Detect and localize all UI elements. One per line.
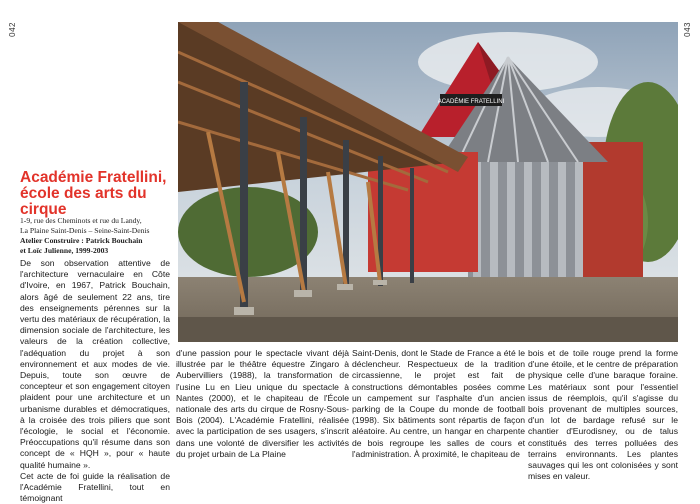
col1-paragraph-2: Cet acte de foi guide la réalisation de l'Académie Fratellini, tout en témoignant xyxy=(20,470,170,504)
page-number-left: 042 xyxy=(8,22,17,37)
col4-paragraph: bois et de toile rouge prend la forme d'une étoile, et le centre de préparation physique celle d'une baraque foraine. Les matériaux sont pour l'essentiel issus de réemplois, qu'il s'agisse du bois provenant de multiples sources, d'un lot de bardage refusé sur le chantier d'Eurodisney, ou de talus constitués des terres polluées des terrains environnants. Les plantes sauvages qui les ont colonisées y sont mises en valeur. xyxy=(528,348,678,482)
address-line-1: 1-9, rue des Cheminots et rue du Landy, xyxy=(20,216,142,225)
text-column-2 xyxy=(176,348,349,460)
address-line-2: La Plaine Saint-Denis – Seine-Saint-Denis xyxy=(20,226,150,235)
address-block xyxy=(20,216,182,256)
text-column-1 xyxy=(20,258,170,504)
building-photo xyxy=(178,22,678,342)
atelier-line-2: et Loïc Julienne, 1999-2003 xyxy=(20,246,109,255)
red-wall xyxy=(583,142,643,282)
sign-text: ACADÉMIE FRATELLINI xyxy=(437,99,505,105)
page-number-right: 043 xyxy=(683,22,692,37)
photo-illustration xyxy=(178,22,678,342)
col3-paragraph: Saint-Denis, dont le Stade de France a été le déclencheur. Respectueux de la tradition circassienne, le projet est fait de constructions démontables posées comme un campement sur l'asphalte d'un ancien parking de la Coupe du monde de football (1998). Six bâtiments sont répartis de façon aléatoire. Au centre, un hangar en charpente de bois regroupe les salles de cours et l'administration. À proximité, le chapiteau de xyxy=(352,348,525,459)
col1-paragraph-1: De son observation attentive de l'architecture vernaculaire en Côte d'Ivoire, en 1967, Patrick Bouchain, alors âgé de seulement 22 ans, tire des enseignements pérennes sur la vertu des matériaux de récupération, la dimension sociale de l'architecture, les valeurs de la création collective, l'adéquation du projet à son environnement et aux modes de vie. Depuis, toute son œuvre de concepteur et son engagement citoyen plaident pour une architecture et un urbanisme durables et démocratiques, à la croisée des trois piliers que sont l'écologie, le social et l'économie. Préoccupations qu'il résume dans son concept de « HQH », pour « haute qualité humaine ». xyxy=(20,258,170,470)
col2-paragraph: d'une passion pour le spectacle vivant déjà illustrée par le théâtre équestre Zingaro à Aubervilliers (1988), la transformation de l'usine Lu en Lieu unique du spectacle à Nantes (2000), et le chapiteau de l'École nationale des arts du cirque de Rosny-Sous-Bois (2004). L'Académie Fratellini, réalisée avec la participation de ses usagers, s'inscrit dans une volonté de diversifier les activités du projet urbain de La Plaine xyxy=(176,348,349,459)
text-column-4 xyxy=(528,348,678,482)
text-column-3 xyxy=(352,348,525,460)
article-title: Académie Fratellini, école des arts du cirque xyxy=(20,169,167,218)
atelier-line-1: Atelier Construire : Patrick Bouchain xyxy=(20,236,143,245)
